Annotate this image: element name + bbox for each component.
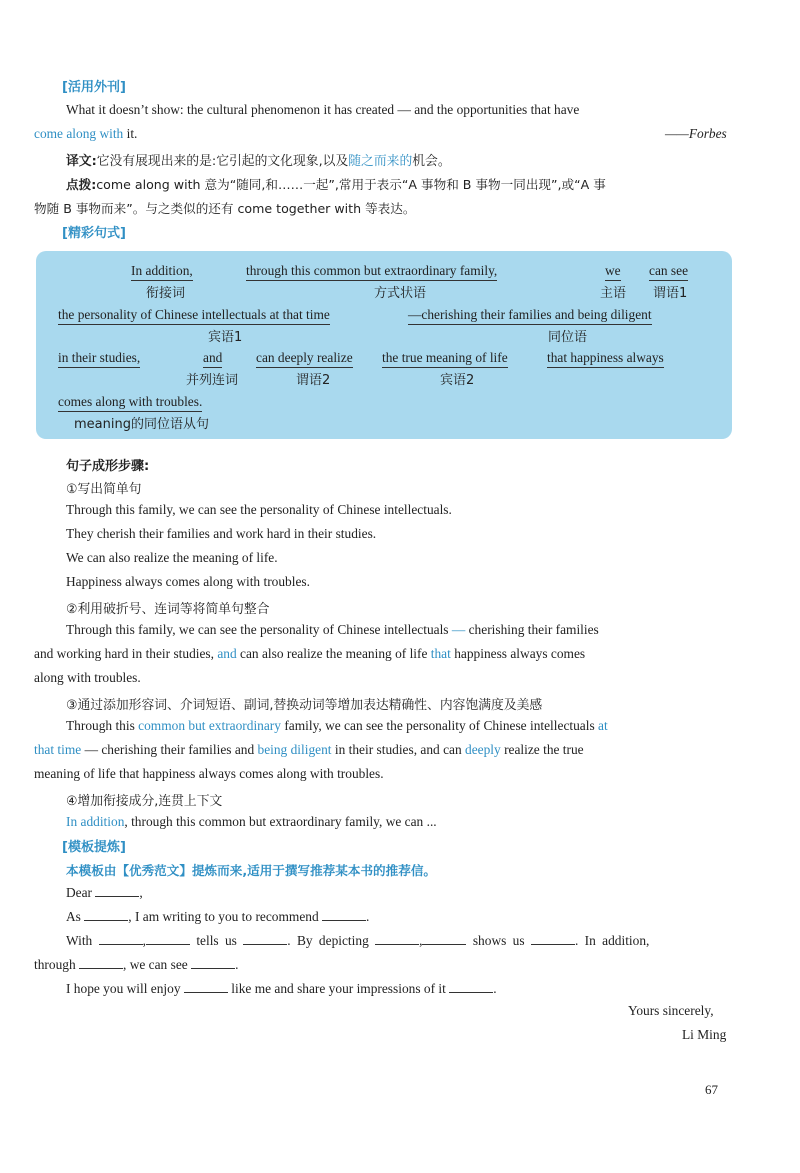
translation: 译文:它没有展现出来的是:它引起的文化现象,以及随之而来的机会。 bbox=[66, 154, 451, 169]
label-connector: 衔接词 bbox=[146, 286, 186, 301]
label-predicate2: 谓语2 bbox=[296, 373, 331, 388]
part-conjunction: and bbox=[203, 350, 222, 368]
part-predicate1: can see bbox=[649, 263, 688, 281]
section-heading-sentence: [精彩句式] bbox=[62, 226, 126, 241]
fill-blank bbox=[95, 884, 139, 897]
part-object1: the personality of Chinese intellectuals at that time bbox=[58, 307, 330, 325]
highlight-phrase: come along with bbox=[34, 126, 124, 141]
step1-title: ①写出简单句 bbox=[66, 482, 142, 497]
step2-line-2: and working hard in their studies, and can also realize the meaning of life that happiness always comes bbox=[34, 646, 586, 661]
page-number: 67 bbox=[705, 1082, 718, 1097]
step3-line-3: meaning of life that happiness always comes along with troubles. bbox=[34, 766, 384, 781]
step1-line: Happiness always comes along with troubles. bbox=[66, 574, 310, 589]
quote-line-2: come along with it. bbox=[34, 126, 138, 141]
part-subject: we bbox=[605, 263, 621, 281]
step1-line: Through this family, we can see the personality of Chinese intellectuals. bbox=[66, 502, 452, 517]
fill-blank bbox=[422, 932, 466, 945]
fill-blank bbox=[375, 932, 419, 945]
fill-blank bbox=[449, 980, 493, 993]
step1-line: They cherish their families and work hard in their studies. bbox=[66, 526, 377, 541]
step3-title: ③通过添加形容词、介词短语、副词,替换动词等增加表达精确性、内容饱满度及美感 bbox=[66, 698, 543, 713]
part-clause-cont: comes along with troubles. bbox=[58, 394, 202, 412]
quote-line-1: What it doesn’t show: the cultural phenomenon it has created — and the opportunities that have bbox=[66, 102, 580, 117]
step2-line-3: along with troubles. bbox=[34, 670, 141, 685]
part-object2: the true meaning of life bbox=[382, 350, 508, 368]
section-heading-template: [模板提炼] bbox=[62, 840, 126, 855]
fill-blank bbox=[146, 932, 190, 945]
label-conjunction: 并列连词 bbox=[186, 373, 239, 388]
fill-blank bbox=[99, 932, 143, 945]
tip-line-2: 物随 B 事物而来”。与之类似的还有 come together with 等表达。 bbox=[34, 201, 416, 216]
part-appositive-cont: in their studies, bbox=[58, 350, 140, 368]
step3-line-2: that time — cherishing their families and being diligent in their studies, and can deeply realize the true bbox=[34, 742, 584, 757]
fill-blank bbox=[243, 932, 287, 945]
template-closing: Yours sincerely, bbox=[628, 1003, 714, 1018]
step3-line-1: Through this common but extraordinary family, we can see the personality of Chinese intellectuals at bbox=[66, 718, 608, 733]
template-with: With , tells us . By depicting , shows us . In addition, bbox=[66, 933, 650, 948]
tip-line-1: 点拨:come along with 意为“随同,和……一起”,常用于表示“A 事物和 B 事物一同出现”,或“A 事 bbox=[66, 177, 606, 192]
section-heading-extracts: [活用外刊] bbox=[62, 80, 126, 95]
part-predicate2: can deeply realize bbox=[256, 350, 353, 368]
fill-blank bbox=[84, 908, 128, 921]
step4-title: ④增加衔接成分,连贯上下文 bbox=[66, 794, 223, 809]
label-appositive: 同位语 bbox=[548, 330, 588, 345]
template-signature: Li Ming bbox=[682, 1027, 727, 1042]
fill-blank bbox=[79, 956, 123, 969]
fill-blank bbox=[531, 932, 575, 945]
steps-heading: 句子成形步骤: bbox=[66, 459, 150, 474]
step2-line-1: Through this family, we can see the personality of Chinese intellectuals — cherishing their families bbox=[66, 622, 599, 637]
step4-line: In addition, through this common but extraordinary family, we can ... bbox=[66, 814, 437, 829]
template-as: As , I am writing to you to recommend . bbox=[66, 909, 370, 924]
label-subject: 主语 bbox=[600, 286, 627, 301]
template-hope: I hope you will enjoy like me and share your impressions of it . bbox=[66, 981, 497, 996]
label-clause: meaning的同位语从句 bbox=[74, 417, 209, 432]
part-connector: In addition, bbox=[131, 263, 193, 281]
label-adverbial: 方式状语 bbox=[374, 286, 427, 301]
fill-blank bbox=[184, 980, 228, 993]
quote-source: ——Forbes bbox=[665, 126, 727, 141]
template-through: through , we can see . bbox=[34, 957, 239, 972]
template-intro: 本模板由【优秀范文】提炼而来,适用于撰写推荐某本书的推荐信。 bbox=[66, 863, 437, 878]
fill-blank bbox=[322, 908, 366, 921]
part-clause: that happiness always bbox=[547, 350, 664, 368]
label-object2: 宾语2 bbox=[440, 373, 475, 388]
label-object1: 宾语1 bbox=[208, 330, 243, 345]
part-adverbial: through this common but extraordinary family, bbox=[246, 263, 497, 281]
fill-blank bbox=[191, 956, 235, 969]
step1-line: We can also realize the meaning of life. bbox=[66, 550, 278, 565]
template-dear: Dear , bbox=[66, 885, 143, 900]
sentence-analysis-box bbox=[36, 251, 732, 439]
part-appositive: —cherishing their families and being diligent bbox=[408, 307, 652, 325]
label-predicate1: 谓语1 bbox=[653, 286, 688, 301]
step2-title: ②利用破折号、连词等将简单句整合 bbox=[66, 602, 270, 617]
